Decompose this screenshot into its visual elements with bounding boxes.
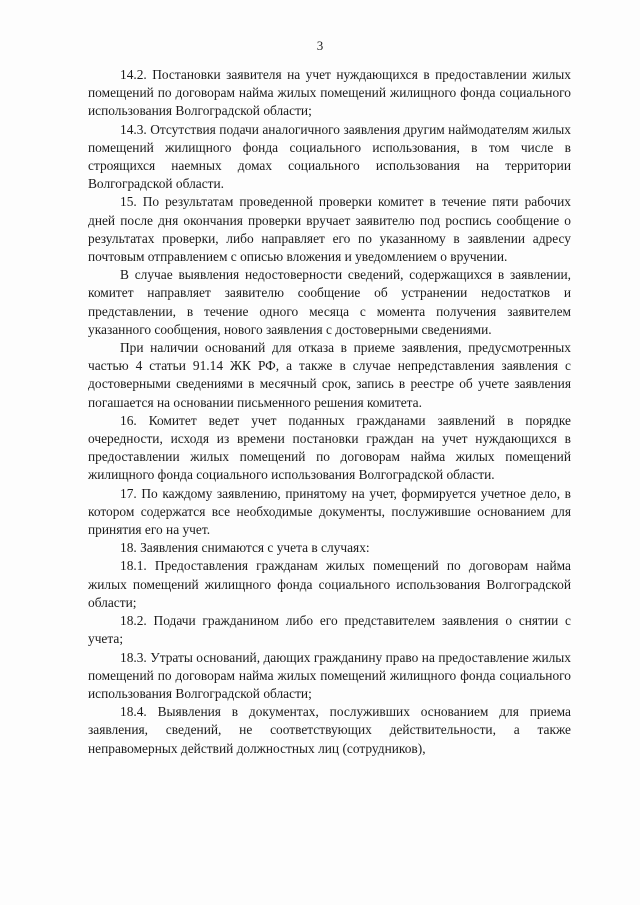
paragraph-17: 17. По каждому заявлению, принятому на учет, формируется учетное дело, в котором содержатся все необходимые документы, послужившие основанием для принятия его на учет. [88, 485, 571, 538]
paragraph-16: 16. Комитет ведет учет поданных гражданами заявлений в порядке очередности, исходя из времени постановки граждан на учет нуждающихся в предоставлении жилых помещений по договорам найма жилых помещений жилищного фонда социального использования Волгоградской области. [88, 412, 571, 483]
paragraph-invalid-data: В случае выявления недостоверности сведений, содержащихся в заявлении, комитет направляет заявителю сообщение об устранении недостатков и представлении, в течение одного месяца с момента получения заявителем указанного сообщения, нового заявления с достоверными сведениями. [88, 267, 571, 337]
paragraph-18: 18. Заявления снимаются с учета в случаях: [120, 540, 370, 556]
paragraph-18-4: 18.4. Выявления в документах, послуживших основанием для приема заявления, сведений, не соответствующих действительности, а также неправомерных действий должностных лиц (сотрудников), [88, 704, 571, 756]
paragraph-14-3: 14.3. Отсутствия подачи аналогичного заявления другим наймодателям жилых помещений жилищного фонда социального использования, в том числе в строящихся наемных домах социального использования на территории Волгоградской области. [88, 121, 571, 192]
paragraph-18-1: 18.1. Предоставления гражданам жилых помещений по договорам найма жилых помещений жилищного фонда социального использования Волгоградской области; [88, 558, 571, 610]
paragraph-15: 15. По результатам проведенной проверки комитет в течение пяти рабочих дней после дня окончания проверки вручает заявителю под роспись сообщение о результатах проверки, либо направляет его по указанному в заявлении адресу почтовым отправлением с описью вложения и уведомлением о вручении. [88, 194, 571, 265]
paragraph-14-2: 14.2. Постановки заявителя на учет нуждающихся в предоставлении жилых помещений по договорам найма жилых помещений жилищного фонда социального использования Волгоградской области; [88, 67, 571, 119]
paragraph-18-2: 18.2. Подачи гражданином либо его представителем заявления о снятии с учета; [88, 613, 571, 647]
paragraph-18-3: 18.3. Утраты оснований, дающих гражданину право на предоставление жилых помещений по договорам найма жилых помещений жилищного фонда социального использования Волгоградской области; [88, 649, 571, 701]
page-number: 3 [316, 38, 324, 53]
paragraph-refusal-grounds: При наличии оснований для отказа в приеме заявления, предусмотренных частью 4 статьи 91.14 ЖК РФ, а также в случае непредставления заявления с достоверными сведениями в месячный срок, запись в реестре об учете заявления погашается на основании письменного решения комитета. [88, 340, 571, 410]
document-body [88, 66, 571, 758]
